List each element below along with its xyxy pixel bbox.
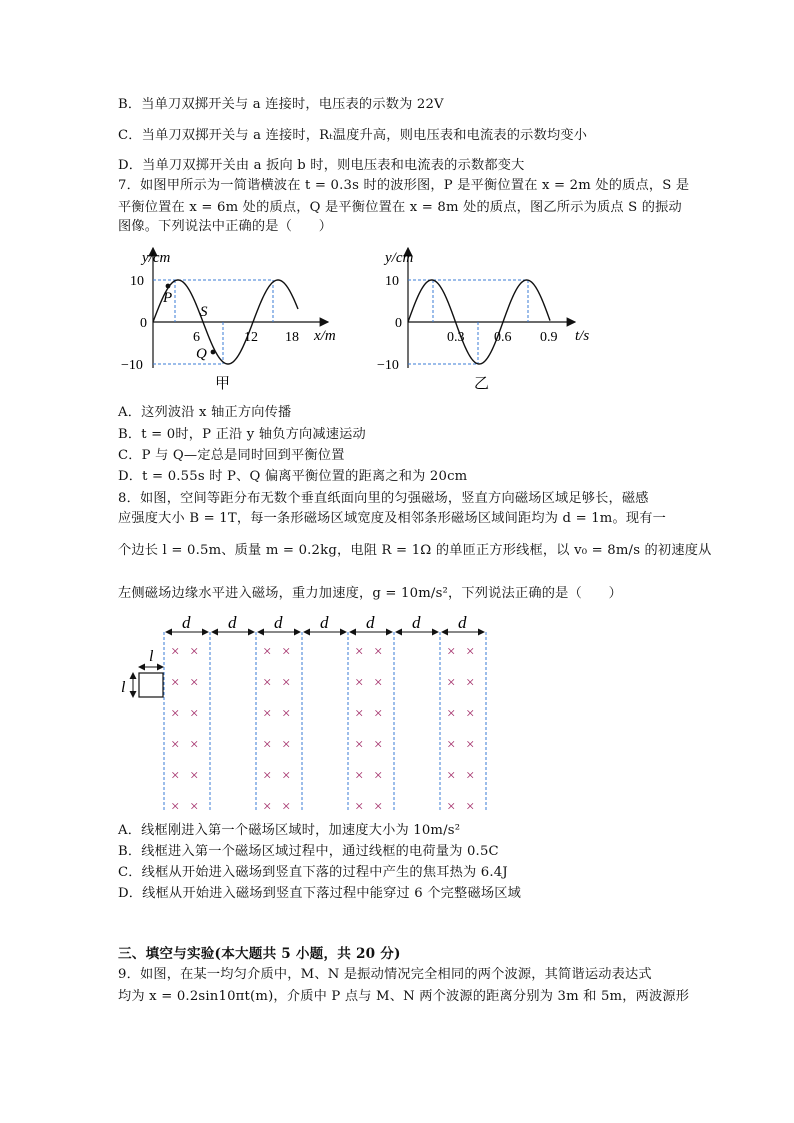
- q7-option-b: B．t = 0时，P 正沿 y 轴负方向减速运动: [118, 427, 366, 442]
- figure-caption-jia: 甲: [215, 376, 231, 392]
- field-cross-mark: ×: [190, 644, 199, 660]
- d-dimension-label: d: [182, 613, 191, 632]
- coil-width-label: l: [149, 648, 154, 665]
- question-8-line-2: 应强度大小 B = 1T，每一条形磁场区域宽度及相邻条形磁场区域间距均为 d = 1m。现有一: [118, 511, 667, 526]
- d-dimension-label: d: [412, 613, 421, 632]
- field-cross-mark: ×: [190, 768, 199, 784]
- x-axis-label: x/m: [314, 328, 336, 344]
- field-cross-mark: ×: [263, 675, 272, 691]
- question-8-line-4: 左侧磁场边缘水平进入磁场，重力加速度，g = 10m/s²，下列说法正确的是（ ）: [118, 586, 623, 601]
- option-c-transformer: C．当单刀双掷开关与 a 连接时，Rₜ温度升高，则电压表和电流表的示数均变小: [118, 128, 588, 143]
- point-q-label: Q: [196, 346, 207, 362]
- y-tick-0: 0: [140, 316, 147, 331]
- y-tick-0: 0: [395, 316, 402, 331]
- field-cross-mark: ×: [263, 706, 272, 722]
- field-cross-mark: ×: [282, 706, 291, 722]
- field-cross-mark: ×: [374, 799, 383, 815]
- field-cross-mark: ×: [355, 799, 364, 815]
- field-cross-mark: ×: [171, 768, 180, 784]
- point-s-label: S: [200, 304, 208, 320]
- field-cross-mark: ×: [355, 737, 364, 753]
- q8-option-b: B．线框进入第一个磁场区域过程中，通过线框的电荷量为 0.5C: [118, 844, 499, 859]
- t-tick-0.3: 0.3: [447, 330, 465, 345]
- field-cross-mark: ×: [374, 768, 383, 784]
- section-heading: 三、填空与实验(本大题共 5 小题，共 20 分): [118, 946, 401, 962]
- field-cross-mark: ×: [466, 706, 475, 722]
- vibration-graph-yi: [375, 240, 605, 395]
- d-dimension-label: d: [320, 613, 329, 632]
- field-cross-mark: ×: [466, 644, 475, 660]
- field-cross-mark: ×: [171, 644, 180, 660]
- field-cross-mark: ×: [447, 799, 456, 815]
- y-axis-label: y/cm: [385, 250, 414, 266]
- question-7-line-1: 7．如图甲所示为一简谐横波在 t = 0.3s 时的波形图，P 是平衡位置在 x = 2m 处的质点，S 是: [118, 178, 690, 193]
- figure-caption-yi: 乙: [474, 376, 490, 392]
- x-tick-6: 6: [193, 330, 200, 345]
- field-cross-mark: ×: [171, 706, 180, 722]
- field-cross-mark: ×: [447, 675, 456, 691]
- field-cross-mark: ×: [374, 706, 383, 722]
- t-tick-0.9: 0.9: [540, 330, 558, 345]
- field-cross-mark: ×: [374, 644, 383, 660]
- option-b-transformer: B．当单刀双掷开关与 a 连接时，电压表的示数为 22V: [118, 97, 444, 112]
- field-cross-mark: ×: [282, 799, 291, 815]
- field-cross-mark: ×: [355, 644, 364, 660]
- d-dimension-label: d: [458, 613, 467, 632]
- wave-graph-jia: [118, 240, 358, 395]
- d-dimension-label: d: [274, 613, 283, 632]
- field-cross-mark: ×: [447, 768, 456, 784]
- question-7-line-3: 图像。下列说法中正确的是（ ）: [118, 219, 333, 234]
- point-p-dot: [166, 284, 171, 289]
- field-cross-mark: ×: [171, 799, 180, 815]
- y-axis-label: y/cm: [142, 250, 171, 266]
- coil-height-label: l: [121, 679, 126, 696]
- field-cross-mark: ×: [190, 706, 199, 722]
- point-q-dot: [211, 350, 216, 355]
- q7-option-a: A．这列波沿 x 轴正方向传播: [118, 405, 292, 420]
- question-8-line-1: 8．如图，空间等距分布无数个垂直纸面向里的匀强磁场，竖直方向磁场区域足够长，磁感: [118, 491, 649, 506]
- t-axis-label: t/s: [575, 328, 590, 344]
- field-cross-mark: ×: [190, 737, 199, 753]
- d-dimension-label: d: [228, 613, 237, 632]
- field-cross-mark: ×: [374, 737, 383, 753]
- field-cross-mark: ×: [466, 737, 475, 753]
- field-cross-mark: ×: [171, 675, 180, 691]
- q7-option-c: C．P 与 Q—定总是同时回到平衡位置: [118, 448, 345, 463]
- field-cross-mark: ×: [282, 768, 291, 784]
- question-9-line-1: 9．如图，在某一均匀介质中，M、N 是振动情况完全相同的两个波源，其简谐运动表达式: [118, 967, 652, 982]
- field-cross-mark: ×: [374, 675, 383, 691]
- field-cross-mark: ×: [355, 675, 364, 691]
- question-8-line-3: 个边长 l = 0.5m、质量 m = 0.2kg，电阻 R = 1Ω 的单匝正方形线框，以 v₀ = 8m/s 的初速度从: [118, 543, 712, 558]
- field-cross-mark: ×: [282, 675, 291, 691]
- field-cross-mark: ×: [263, 737, 272, 753]
- field-cross-mark: ×: [447, 706, 456, 722]
- y-tick-10: 10: [385, 274, 399, 289]
- q7-option-d: D．t = 0.55s 时 P、Q 偏离平衡位置的距离之和为 20cm: [118, 469, 468, 484]
- question-7-line-2: 平衡位置在 x = 6m 处的质点，Q 是平衡位置在 x = 8m 处的质点，图乙所示为质点 S 的振动: [118, 200, 682, 215]
- field-cross-mark: ×: [190, 799, 199, 815]
- y-tick-neg10: −10: [121, 358, 143, 373]
- t-tick-0.6: 0.6: [494, 330, 512, 345]
- y-tick-10: 10: [130, 274, 144, 289]
- field-cross-mark: ×: [171, 737, 180, 753]
- field-cross-mark: ×: [282, 644, 291, 660]
- square-coil: [139, 673, 163, 697]
- field-cross-mark: ×: [466, 675, 475, 691]
- field-cross-mark: ×: [466, 768, 475, 784]
- magnetic-field-figure: [116, 612, 496, 817]
- point-p-label: P: [163, 290, 173, 306]
- field-cross-mark: ×: [282, 737, 291, 753]
- q8-option-a: A．线框刚进入第一个磁场区域时，加速度大小为 10m/s²: [118, 823, 461, 838]
- field-cross-mark: ×: [355, 768, 364, 784]
- field-cross-mark: ×: [263, 644, 272, 660]
- field-cross-mark: ×: [447, 644, 456, 660]
- q8-option-d: D．线框从开始进入磁场到竖直下落过程中能穿过 6 个完整磁场区域: [118, 886, 521, 901]
- question-9-line-2: 均为 x = 0.2sin10πt(m)，介质中 P 点与 M、N 两个波源的距离分别为 3m 和 5m，两波源形: [118, 989, 690, 1004]
- field-cross-mark: ×: [190, 675, 199, 691]
- field-cross-mark: ×: [263, 799, 272, 815]
- field-cross-mark: ×: [355, 706, 364, 722]
- field-cross-mark: ×: [466, 799, 475, 815]
- x-tick-12: 12: [244, 330, 258, 345]
- q8-option-c: C．线框从开始进入磁场到竖直下落的过程中产生的焦耳热为 6.4J: [118, 865, 508, 880]
- d-dimension-label: d: [366, 613, 375, 632]
- option-d-transformer: D．当单刀双掷开关由 a 扳向 b 时，则电压表和电流表的示数都变大: [118, 158, 525, 173]
- field-cross-mark: ×: [447, 737, 456, 753]
- y-tick-neg10: −10: [377, 358, 399, 373]
- field-cross-mark: ×: [263, 768, 272, 784]
- x-tick-18: 18: [285, 330, 299, 345]
